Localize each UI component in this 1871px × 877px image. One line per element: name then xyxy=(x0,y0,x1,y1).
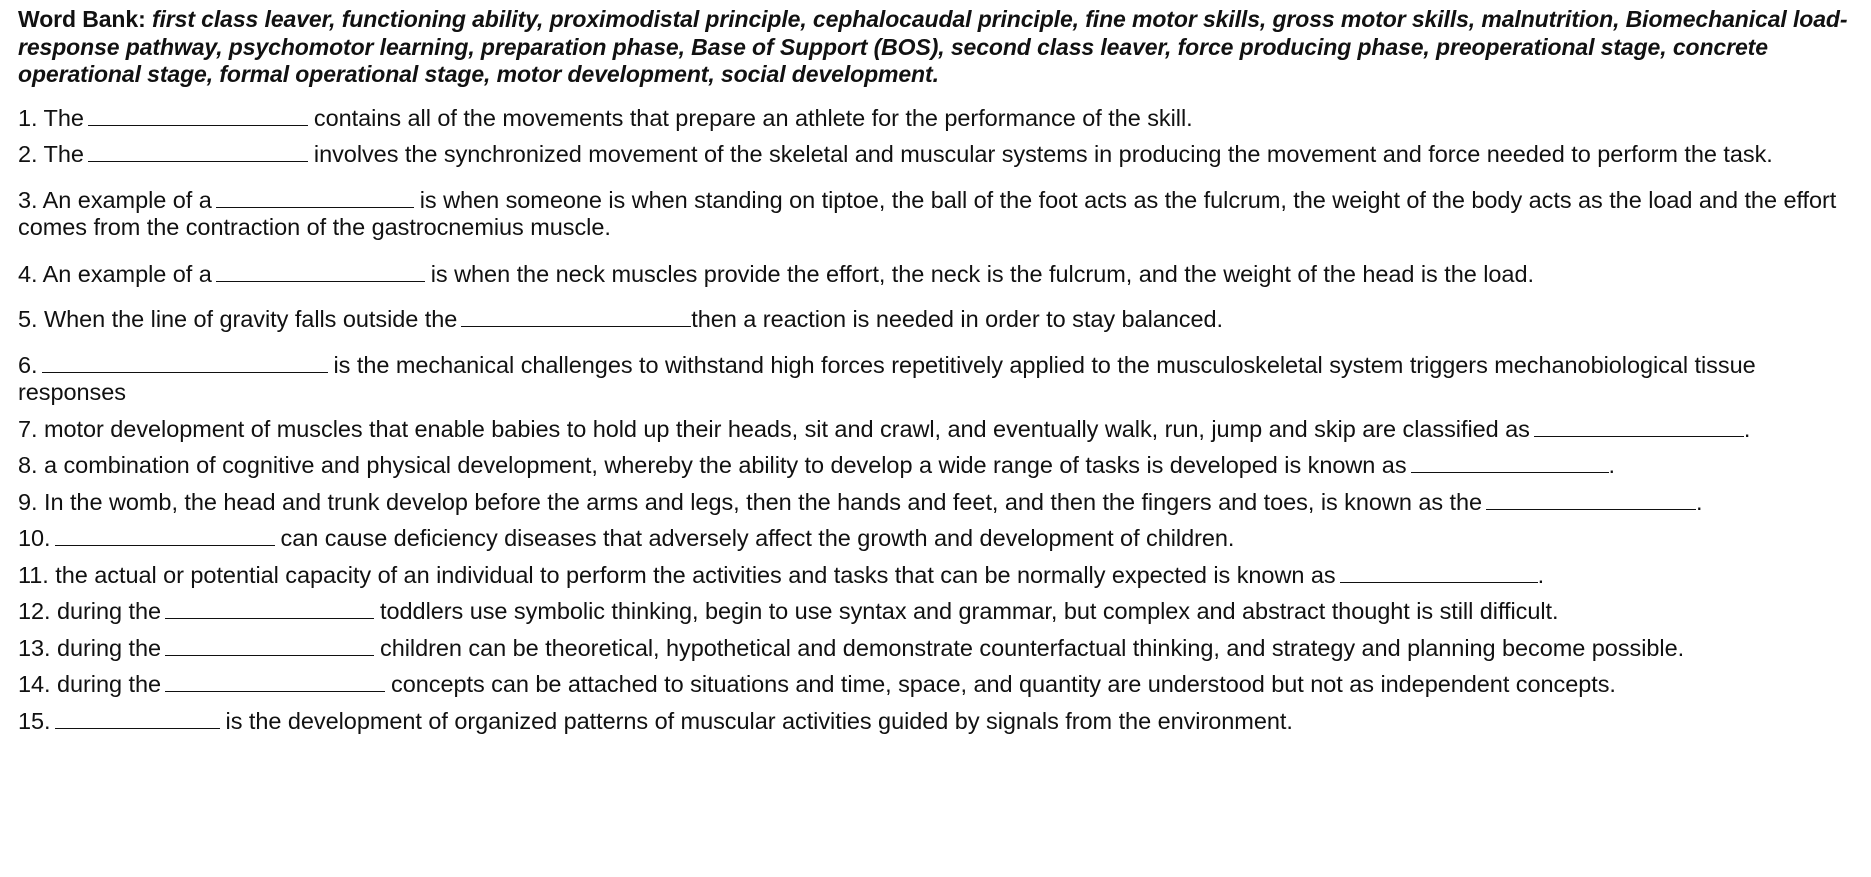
question-3-text-after: is when someone is when standing on tiptoe, the ball of the foot acts as the fulcrum, the weight of the body acts as the load and the effort comes from the contraction of the gastrocnemius muscle. xyxy=(18,186,1837,240)
question-14 xyxy=(18,671,1853,699)
question-13-text-after: children can be theoretical, hypothetical and demonstrate counterfactual thinking, and strategy and planning become possible. xyxy=(380,634,1685,661)
question-5-text-after: then a reaction is needed in order to stay balanced. xyxy=(691,306,1224,332)
question-2-text-before: 2. The xyxy=(18,141,84,167)
question-12 xyxy=(18,598,1853,626)
question-8-text-before: 8. a combination of cognitive and physical development, whereby the ability to develop a wide range of tasks is developed is known as xyxy=(18,452,1407,478)
question-7-text-after: . xyxy=(1743,415,1751,442)
question-9-text-after: . xyxy=(1696,488,1703,515)
question-15-text-before: 15. xyxy=(18,707,51,734)
word-bank-label: Word Bank: xyxy=(18,6,146,32)
question-15-text-after: is the development of organized patterns of muscular activities guided by signals from the environment. xyxy=(225,707,1293,734)
question-12-text-after: toddlers use symbolic thinking, begin to use syntax and grammar, but complex and abstract thought is still difficult. xyxy=(380,598,1559,624)
question-2 xyxy=(18,141,1853,169)
question-6-text-after: is the mechanical challenges to withstand high forces repetitively applied to the musculoskeletal system triggers mechanobiological tissue responses xyxy=(18,351,1756,405)
question-7-text-before: 7. motor development of muscles that enable babies to hold up their heads, sit and crawl, and eventually walk, run, jump and skip are classified as xyxy=(18,415,1530,442)
answer-blank-14[interactable] xyxy=(165,690,385,692)
answer-blank-3[interactable] xyxy=(216,206,414,208)
answer-blank-12[interactable] xyxy=(165,617,374,619)
word-bank-terms: first class leaver, functioning ability, proximodistal principle, cephalocaudal principle, fine motor skills, gross motor skills, malnutrition, Biomechanical load-response pathway, psychomotor learning, preparation phase, Base of Support (BOS), second class leaver, force producing phase, preoperational stage, concrete operational stage, formal operational stage, motor development, social development. xyxy=(18,6,1848,87)
question-4-text-before: 4. An example of a xyxy=(18,260,212,287)
answer-blank-11[interactable] xyxy=(1340,581,1538,583)
question-3 xyxy=(18,187,1853,242)
question-10-text-before: 10. xyxy=(18,525,51,551)
answer-blank-8[interactable] xyxy=(1411,471,1609,473)
answer-blank-1[interactable] xyxy=(88,124,308,126)
answer-blank-13[interactable] xyxy=(165,654,374,656)
question-9-text-before: 9. In the womb, the head and trunk develop before the arms and legs, then the hands and feet, and then the fingers and toes, is known as the xyxy=(18,488,1483,515)
question-4-text-after: is when the neck muscles provide the effort, the neck is the fulcrum, and the weight of the head is the load. xyxy=(430,260,1534,287)
question-6 xyxy=(18,352,1853,407)
question-11 xyxy=(18,562,1853,590)
word-bank xyxy=(18,6,1853,89)
question-1 xyxy=(18,105,1853,133)
question-1-text-before: 1. The xyxy=(18,104,84,131)
question-3-text-before: 3. An example of a xyxy=(18,186,212,213)
question-2-text-after: involves the synchronized movement of the skeletal and muscular systems in producing the movement and force needed to perform the task. xyxy=(313,141,1773,167)
question-6-text-before: 6. xyxy=(18,351,38,378)
question-14-text-before: 14. during the xyxy=(18,671,162,697)
answer-blank-6[interactable] xyxy=(42,371,328,373)
answer-blank-9[interactable] xyxy=(1486,508,1696,510)
answer-blank-5[interactable] xyxy=(461,325,691,327)
answer-blank-10[interactable] xyxy=(55,544,275,546)
answer-blank-2[interactable] xyxy=(88,160,308,162)
question-9 xyxy=(18,489,1853,517)
question-8-text-after: . xyxy=(1608,452,1615,478)
question-13 xyxy=(18,635,1853,663)
question-1-text-after: contains all of the movements that prepare an athlete for the performance of the skill. xyxy=(313,104,1193,131)
question-11-text-before: 11. the actual or potential capacity of an individual to perform the activities and tasks that can be normally expected is known as xyxy=(18,561,1336,588)
answer-blank-4[interactable] xyxy=(216,280,425,282)
question-11-text-after: . xyxy=(1537,561,1545,588)
answer-blank-15[interactable] xyxy=(55,727,220,729)
question-13-text-before: 13. during the xyxy=(18,634,162,661)
question-8 xyxy=(18,452,1853,480)
question-5-text-before: 5. When the line of gravity falls outside the xyxy=(18,306,458,332)
question-10 xyxy=(18,525,1853,553)
question-10-text-after: can cause deficiency diseases that adversely affect the growth and development of children. xyxy=(280,525,1235,551)
question-14-text-after: concepts can be attached to situations and time, space, and quantity are understood but not as independent concepts. xyxy=(391,671,1616,697)
question-4 xyxy=(18,261,1853,289)
answer-blank-7[interactable] xyxy=(1534,435,1744,437)
question-7 xyxy=(18,416,1853,444)
question-15 xyxy=(18,708,1853,736)
question-5 xyxy=(18,306,1853,334)
question-12-text-before: 12. during the xyxy=(18,598,162,624)
